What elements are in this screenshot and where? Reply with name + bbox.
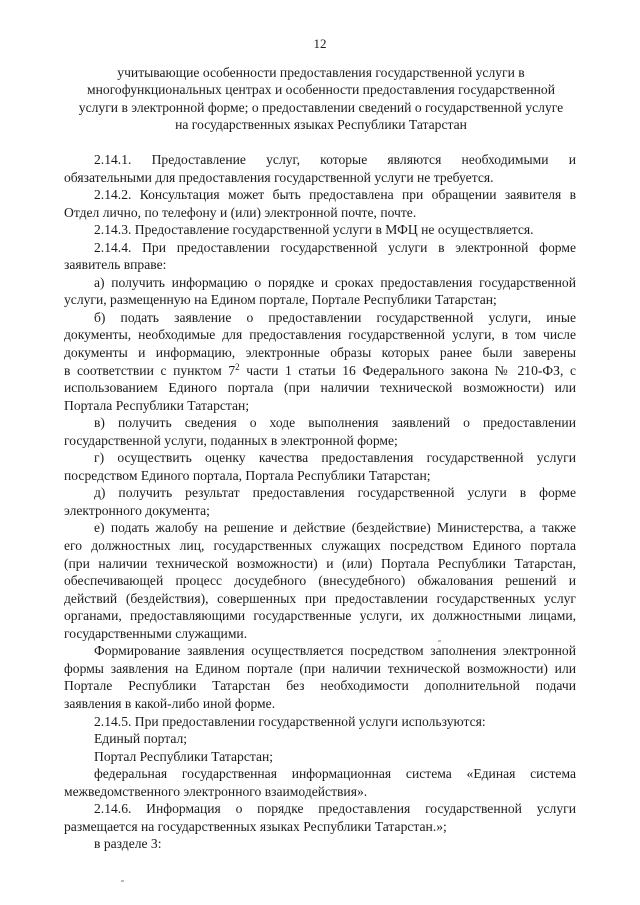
text-line: документы и информацию, электронные образы которых ранее были заверены	[64, 345, 576, 361]
text-line: Формирование заявления осуществляется посредством заполнения электронной	[94, 643, 576, 659]
scan-speck	[438, 640, 441, 642]
text-line: государственной услуги, поданных в электронной форме;	[64, 432, 398, 448]
text-line: 2.14.2. Консультация может быть предоставлена при обращении заявителя в	[94, 187, 576, 203]
text-line: заявления в какой-либо иной форме.	[64, 695, 276, 711]
text-line: а) получить информацию о порядке и сроках предоставления государственной	[94, 274, 576, 290]
text-line: Портале Республики Татарстан без необходимости дополнительной подачи	[64, 678, 576, 694]
text-line: действий (бездействия), совершенных при предоставлении государственных услуг	[64, 590, 576, 606]
heading-line: многофункциональных центрах и особенности предоставления государственной	[87, 82, 555, 98]
text-line: Отдел лично, по телефону и (или) электронной почте, почте.	[64, 204, 417, 220]
text-line: 2.14.4. При предоставлении государственной услуги в электронной форме	[94, 239, 576, 255]
text-line: б) подать заявление о предоставлении государственной услуги, иные	[94, 309, 576, 325]
text-line: 2.14.6. Информация о порядке предоставления государственной услуги	[94, 801, 576, 817]
text-line: Портала Республики Татарстан;	[64, 397, 250, 413]
heading-line: на государственных языках Республики Татарстан	[175, 117, 467, 133]
text-line: электронного документа;	[64, 502, 210, 518]
scan-speck	[121, 880, 124, 882]
text-line: в соответствии с пунктом $7^2$ части 1 статьи 16 Федерального закона № 210-ФЗ, с	[64, 361, 576, 378]
text-line: г) осуществить оценку качества предоставления государственной услуги	[94, 450, 576, 466]
text-line: его должностных лиц, государственных служащих посредством Единого портала	[64, 538, 576, 554]
text-line: формы заявления на Едином портале (при наличии технической возможности) или	[64, 660, 576, 676]
text-line: Портал Республики Татарстан;	[94, 748, 274, 764]
text-line: посредством Единого портала, Портала Республики Татарстан;	[64, 467, 431, 483]
text-line: использованием Единого портала (при наличии технической возможности) или	[64, 380, 576, 396]
text-line: заявитель вправе:	[64, 257, 167, 273]
text-line: в) получить сведения о ходе выполнения заявлений о предоставлении	[94, 415, 576, 431]
page-number: 12	[313, 36, 327, 51]
heading-line: учитывающие особенности предоставления государственной услуги в	[117, 65, 525, 80]
text-line: обязательными для предоставления государственной услуги не требуется.	[64, 169, 494, 185]
text-line: размещается на государственных языках Республики Татарстан.»;	[64, 818, 447, 834]
text-line: федеральная государственная информационная система «Единая система	[94, 766, 576, 782]
text-line: Единый портал;	[94, 731, 188, 747]
section-heading	[70, 64, 572, 134]
text-line: документы, необходимые для предоставления государственной услуги, в том числе	[64, 327, 576, 343]
text-line: е) подать жалобу на решение и действие (бездействие) Министерства, а также	[94, 520, 576, 536]
text-line: д) получить результат предоставления государственной услуги в форме	[94, 485, 576, 501]
heading-line: услуги в электронной форме; о предоставлении сведений о государственной услуге	[78, 99, 564, 115]
text-line: (при наличии технической возможности) и (или) Портала Республики Татарстан,	[64, 555, 576, 571]
text-line: межведомственного электронного взаимодействия».	[64, 783, 368, 799]
body-text	[64, 151, 576, 853]
text-line: государственными служащими.	[64, 625, 248, 641]
footnote-superscript: 2	[235, 361, 240, 372]
text-line: в разделе 3:	[94, 836, 162, 852]
text-line: 2.14.5. При предоставлении государственной услуги используются:	[94, 713, 486, 729]
text-line: 2.14.3. Предоставление государственной услуги в МФЦ не осуществляется.	[94, 222, 534, 238]
text-line: органами, предоставляющими государственные услуги, их должностными лицами,	[64, 608, 576, 624]
text-line: услуги, размещенную на Едином портале, Портале Республики Татарстан;	[64, 292, 497, 308]
text-line: обеспечивающей процесс досудебного (внесудебного) обжалования решений и	[64, 573, 576, 589]
text-line: 2.14.1. Предоставление услуг, которые являются необходимыми и	[94, 152, 576, 167]
